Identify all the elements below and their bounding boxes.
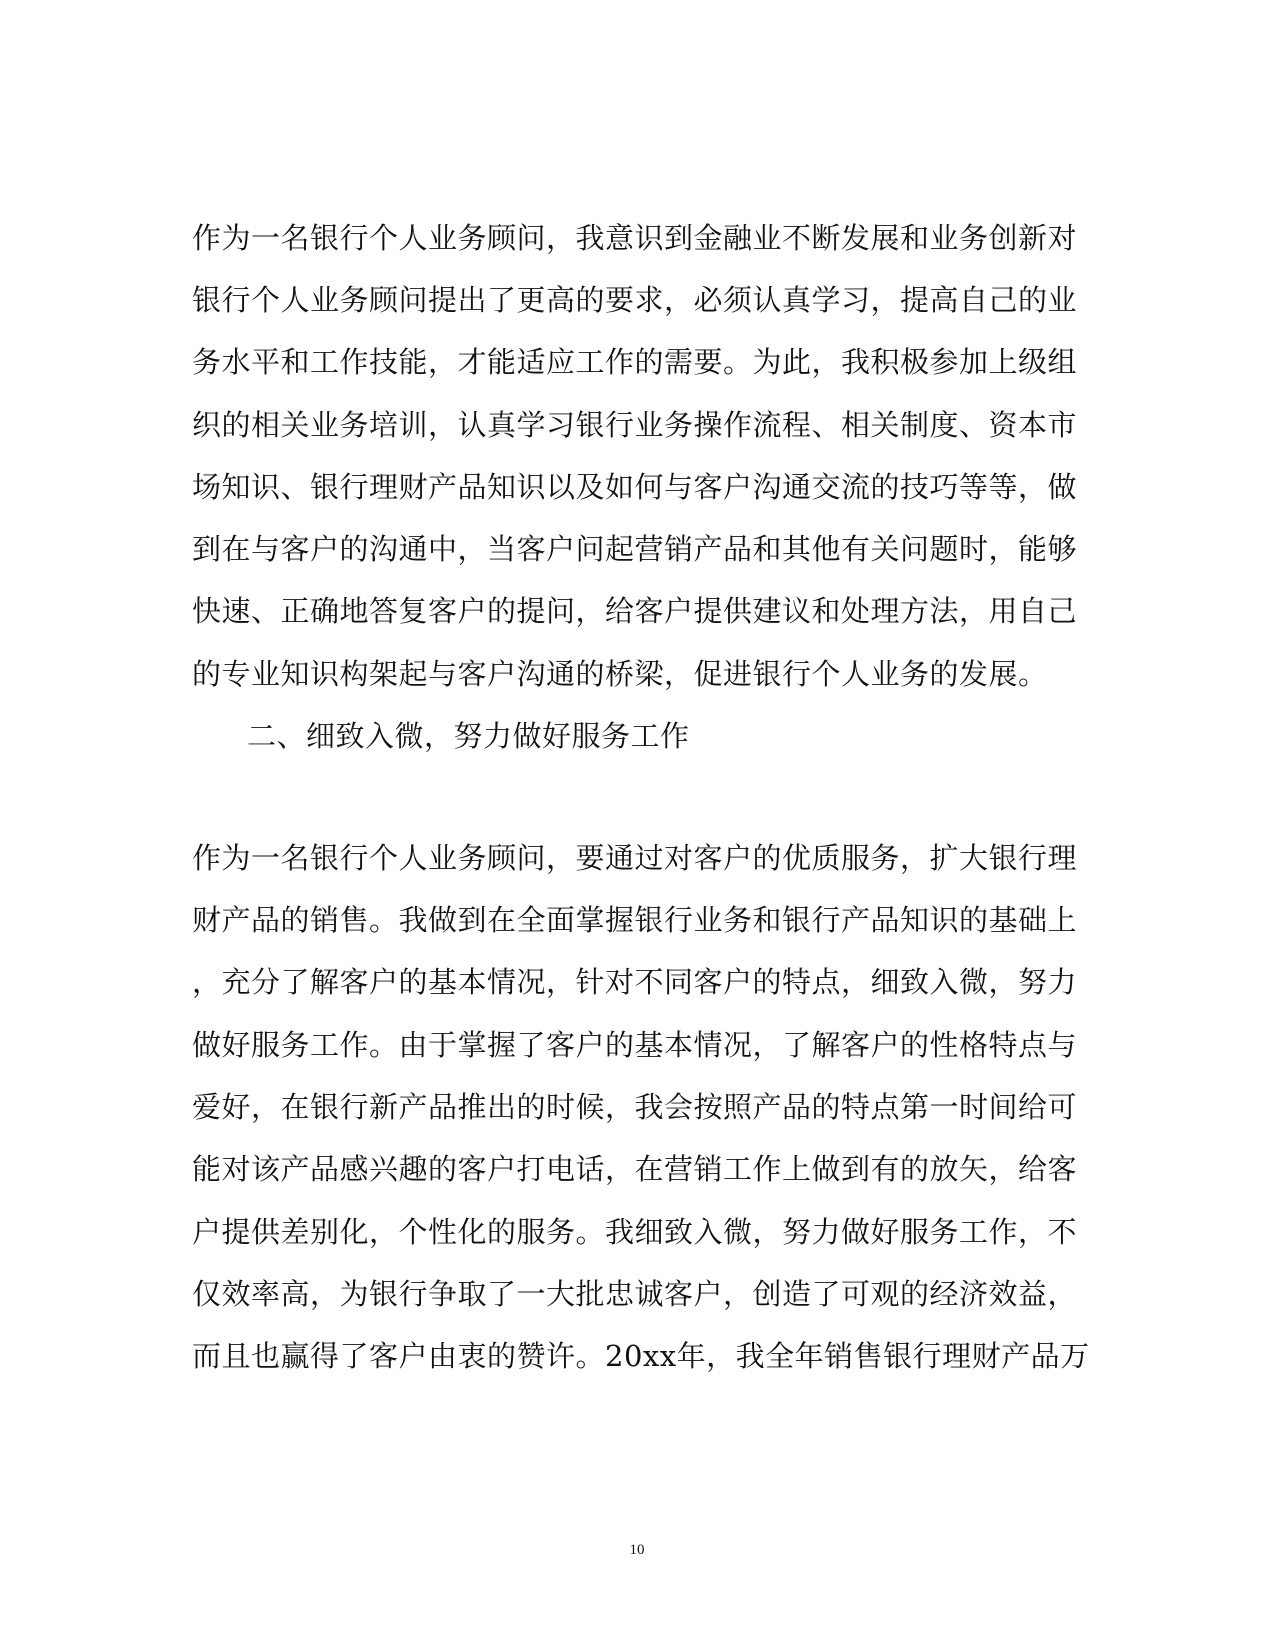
text-line: 能对该产品感兴趣的客户打电话，在营销工作上做到有的放矢，给客 bbox=[192, 1152, 1078, 1186]
page-number: 10 bbox=[629, 1542, 645, 1558]
text-line: ，充分了解客户的基本情况，针对不同客户的特点，细致入微，努力 bbox=[192, 965, 1078, 999]
text-line: 财产品的销售。我做到在全面掌握银行业务和银行产品知识的基础上 bbox=[192, 903, 1078, 937]
text-line: 快速、正确地答复客户的提问，给客户提供建议和处理方法，用自己 bbox=[192, 594, 1078, 628]
text-line: 作为一名银行个人业务顾问，我意识到金融业不断发展和业务创新对 bbox=[192, 221, 1078, 255]
section-heading: 二、细致入微，努力做好服务工作 bbox=[247, 719, 690, 753]
text-line: 而且也赢得了客户由衷的赞许。20xx年，我全年销售银行理财产品万 bbox=[192, 1339, 1090, 1373]
text-line: 作为一名银行个人业务顾问，要通过对客户的优质服务，扩大银行理 bbox=[192, 841, 1078, 875]
text-line: 的专业知识构架起与客户沟通的桥梁，促进银行个人业务的发展。 bbox=[192, 657, 1048, 691]
text-line: 务水平和工作技能，才能适应工作的需要。为此，我积极参加上级组 bbox=[192, 345, 1078, 379]
text-line: 户提供差别化，个性化的服务。我细致入微，努力做好服务工作，不 bbox=[192, 1215, 1078, 1249]
text-line: 场知识、银行理财产品知识以及如何与客户沟通交流的技巧等等，做 bbox=[192, 470, 1078, 504]
text-line: 织的相关业务培训，认真学习银行业务操作流程、相关制度、资本市 bbox=[192, 408, 1078, 442]
text-line: 银行个人业务顾问提出了更高的要求，必须认真学习，提高自己的业 bbox=[192, 283, 1078, 317]
text-line: 做好服务工作。由于掌握了客户的基本情况，了解客户的性格特点与 bbox=[192, 1028, 1078, 1062]
text-line: 爱好，在银行新产品推出的时候，我会按照产品的特点第一时间给可 bbox=[192, 1090, 1078, 1124]
text-line: 到在与客户的沟通中，当客户问起营销产品和其他有关问题时，能够 bbox=[192, 532, 1078, 566]
text-line: 仅效率高，为银行争取了一大批忠诚客户，创造了可观的经济效益， bbox=[192, 1277, 1078, 1311]
